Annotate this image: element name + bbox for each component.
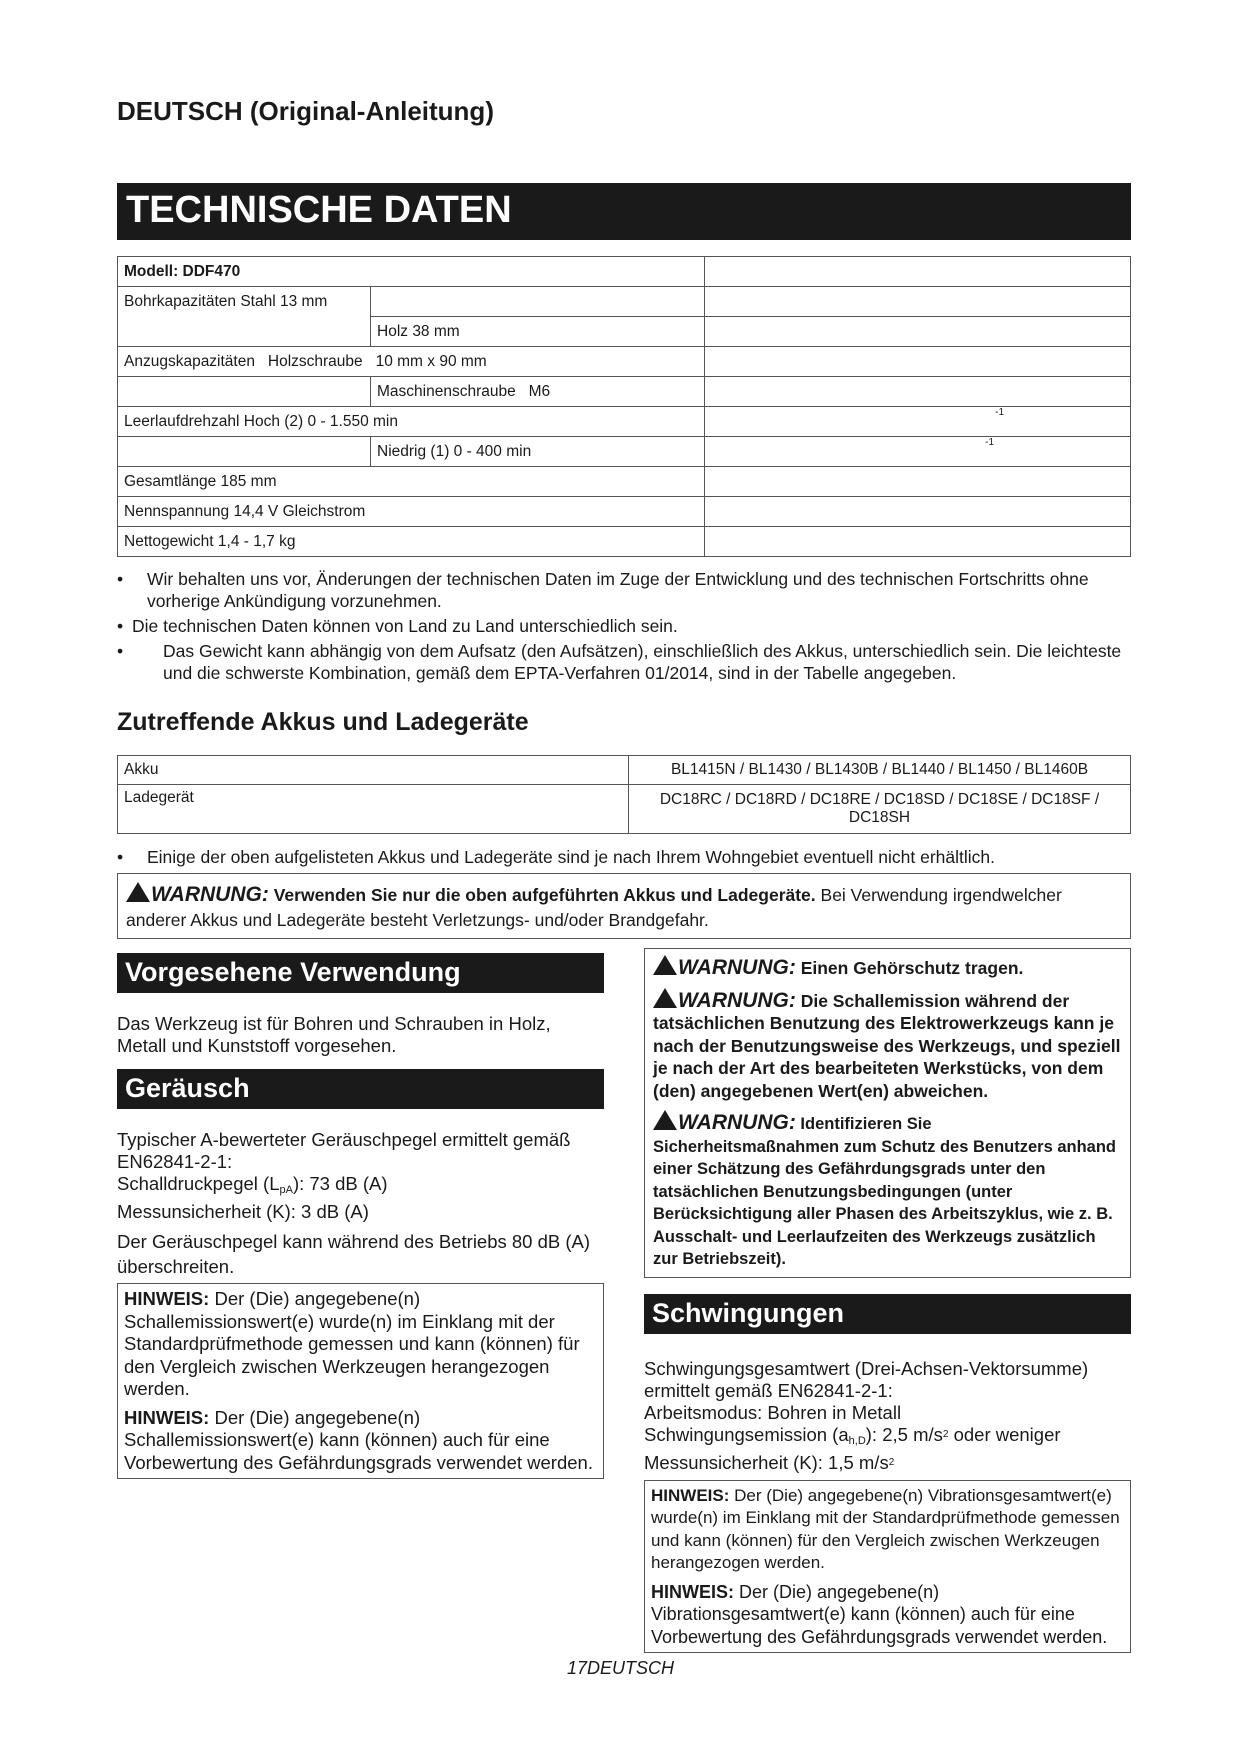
warning-hearing: [653, 955, 1122, 980]
vibration-mode: Arbeitsmodus: Bohren in Metall: [644, 1401, 902, 1423]
page-footer: 17DEUTSCH: [566, 1658, 675, 1678]
language-heading: DEUTSCH (Original-Anleitung): [117, 96, 494, 126]
left-column: [117, 953, 604, 1479]
drill-capacity: Bohrkapazitäten Stahl 13 mm: [118, 287, 371, 347]
warning-label: WARNUNG:: [678, 988, 796, 1012]
empty-cell: [705, 527, 1131, 557]
intended-use-title: Vorgesehene Verwendung: [117, 953, 604, 993]
hinweis-1: [124, 1288, 597, 1401]
empty-cell: [705, 257, 1131, 287]
charger-value: DC18RC / DC18RD / DC18RE / DC18SD / DC18SE / DC18SF / DC18SH: [629, 785, 1131, 834]
noise-title: Geräusch: [117, 1069, 604, 1109]
warning-icon: [653, 1110, 677, 1130]
akku-table: [117, 755, 1131, 834]
warning-bold: Verwenden Sie nur die oben aufgeführten Akkus und Ladegeräte.: [273, 885, 816, 905]
akku-heading: Zutreffende Akkus und Ladegeräte: [117, 708, 529, 736]
lpa-pre: Schalldruckpegel (L: [117, 1173, 280, 1194]
bullet: •: [117, 847, 124, 867]
warning-safety: [653, 1110, 1122, 1271]
superscript: -1: [995, 407, 1005, 418]
k-text: Messunsicherheit (K): 1,5 m/s: [644, 1451, 889, 1473]
note-item: [117, 615, 1131, 637]
hinweis-label: HINWEIS:: [651, 1485, 730, 1505]
emis-sub: h,D: [848, 1434, 866, 1447]
bullet: •: [117, 616, 124, 636]
speed-low: Niedrig (1) 0 - 400 min: [371, 437, 705, 467]
noise-lpa: [117, 1173, 604, 1201]
hinweis-label: HINWEIS:: [124, 1406, 210, 1428]
warning-emission: [653, 988, 1122, 1103]
speed-high: Leerlaufdrehzahl Hoch (2) 0 - 1.550 min: [118, 407, 705, 437]
noise-k: Messunsicherheit (K): 3 dB (A): [117, 1201, 369, 1222]
note-item: [117, 640, 1131, 684]
weight: Nettogewicht 1,4 - 1,7 kg: [118, 527, 705, 557]
empty-cell: [118, 377, 371, 407]
empty-cell: [705, 467, 1131, 497]
hinweis-1: [651, 1485, 1124, 1575]
hinweis-2: [124, 1407, 597, 1475]
voltage: Nennspannung 14,4 V Gleichstrom: [118, 497, 705, 527]
note-text: Die technischen Daten können von Land zu Land unterschiedlich sein.: [132, 616, 678, 636]
intended-use-text: Das Werkzeug ist für Bohren und Schrauben in Holz, Metall und Kunststoff vorgesehen.: [117, 1013, 551, 1056]
akku-note-text: Einige der oben aufgelisteten Akkus und Ladegeräte sind je nach Ihrem Wohngebiet eventuell nicht erhältlich.: [147, 847, 996, 867]
spec-table: [117, 256, 1131, 557]
squared: 2: [888, 1456, 895, 1468]
note-item: [117, 568, 1131, 612]
warning-text: Einen Gehörschutz tragen.: [800, 958, 1024, 978]
hinweis-text: Der (Die) angegebene(n) Schallemissionswert(e) wurde(n) im Einklang mit der Standardprüfmethode gemessen und kann (können) für den Vergleich zwischen Werkzeugen herangezogen werden.: [124, 1288, 580, 1399]
note-text: Das Gewicht kann abhängig von dem Aufsatz (den Aufsätzen), einschließlich des Akkus, unterschiedlich sein. Die leichteste und die schwerste Kombination, gemäß dem EPTA-Verfahren 01/2014, sind in der Tabelle angegeben.: [163, 641, 1122, 683]
empty-cell: [705, 497, 1131, 527]
empty-cell: [705, 347, 1131, 377]
vibration-hinweis-box: [644, 1480, 1131, 1654]
model-cell: Modell: DDF470: [118, 257, 705, 287]
noise-line1: Typischer A-bewerteter Geräuschpegel ermittelt gemäß EN62841-2-1:: [117, 1129, 571, 1172]
bullet: •: [117, 569, 124, 589]
akku-label: Akku: [118, 756, 629, 785]
emis-pre: Schwingungsemission (a: [644, 1423, 849, 1445]
empty-cell: [118, 437, 371, 467]
emis-tail: oder weniger: [948, 1423, 1061, 1445]
empty-cell: [371, 287, 705, 317]
right-column: [644, 948, 1131, 1653]
akku-note: [117, 846, 1131, 868]
bullet: •: [117, 641, 124, 661]
warning-text: Die Schallemission während der tatsächlichen Benutzung des Elektrowerkzeugs kann je nach der Benutzungsweise des Werkzeugs, und speziell je nach der Art des bearbeiteten Werkstücks, von dem (den) angegebenen Wert(en) abweichen.: [653, 990, 1121, 1101]
lpa-sub: pA: [279, 1184, 293, 1196]
warning-label: WARNUNG:: [678, 1111, 796, 1134]
warning-icon: [653, 955, 677, 975]
warning-label: WARNUNG:: [678, 956, 796, 979]
warning-icon: [653, 988, 677, 1008]
hinweis-text: Der (Die) angegebene(n) Schallemissionswert(e) kann (können) auch für eine Vorbewertung des Gefährdungsgrads verwendet werden.: [124, 1406, 593, 1473]
fastening-capacity: Anzugskapazitäten Holzschraube 10 mm x 90 mm: [118, 347, 705, 377]
hinweis-2: [651, 1581, 1124, 1649]
hinweis-label: HINWEIS:: [124, 1288, 210, 1309]
section-title: TECHNISCHE DATEN: [117, 183, 1131, 240]
vibration-line1: Schwingungsgesamtwert (Drei-Achsen-Vektorsumme) ermittelt gemäß EN62841-2-1:: [644, 1357, 1089, 1401]
spec-notes: [117, 568, 1131, 684]
length: Gesamtlänge 185 mm: [118, 467, 705, 497]
warning-text: Bei Verwendung irgendwelcher anderer Akkus und Ladegeräte besteht Verletzungs- und/oder Brandgefahr.: [126, 885, 1062, 930]
vibration-title: Schwingungen: [644, 1294, 1131, 1334]
fasten-machine: Maschinenschraube M6: [371, 377, 705, 407]
emis-post: ): 2,5 m/s: [865, 1423, 943, 1445]
vibration-emission: [644, 1424, 1131, 1452]
warning-icon: [126, 882, 150, 902]
noise-exceed: Der Geräuschpegel kann während des Betriebs 80 dB (A) überschreiten.: [117, 1231, 591, 1277]
superscript: -1: [985, 437, 995, 448]
empty-cell: [705, 317, 1131, 347]
note-text: Wir behalten uns vor, Änderungen der technischen Daten im Zuge der Entwicklung und des technischen Fortschritts ohne vorherige Ankündigung vorzunehmen.: [147, 569, 1089, 611]
hinweis-text: Der (Die) angegebene(n) Vibrationsgesamtwert(e) kann (können) auch für eine Vorbewertung des Gefährdungsgrads verwendet werden.: [651, 1581, 1108, 1647]
empty-cell: [705, 287, 1131, 317]
warning-box: [117, 873, 1131, 939]
warning-text: Identifizieren Sie Sicherheitsmaßnahmen zum Schutz des Benutzers anhand einer Schätzung des Gefährdungsgrads unter den tatsächlichen Benutzungsbedingungen (unter Berücksichtigung aller Phasen des Arbeitszyklus, wie z. B. Ausschalt- und Leerlaufzeiten des Werkzeugs zusätzlich zur Betriebszeit).: [653, 1115, 1117, 1268]
empty-cell: [705, 377, 1131, 407]
vibration-k: [644, 1452, 1131, 1474]
warning-label: WARNUNG:: [151, 883, 269, 906]
drill-wood: Holz 38 mm: [371, 317, 705, 347]
noise-hinweis-box: [117, 1283, 604, 1479]
hinweis-text: Der (Die) angegebene(n) Vibrationsgesamtwert(e) wurde(n) im Einklang mit der Standardprüfmethode gemessen und kann (können) für den Vergleich zwischen Werkzeugen herangezogen werden.: [651, 1485, 1120, 1572]
hinweis-label: HINWEIS:: [651, 1581, 734, 1602]
squared: 2: [942, 1428, 949, 1440]
lpa-post: ): 73 dB (A): [292, 1173, 388, 1194]
noise-warnings-box: [644, 948, 1131, 1278]
akku-value: BL1415N / BL1430 / BL1430B / BL1440 / BL1450 / BL1460B: [629, 756, 1131, 785]
charger-label: Ladegerät: [118, 785, 629, 834]
